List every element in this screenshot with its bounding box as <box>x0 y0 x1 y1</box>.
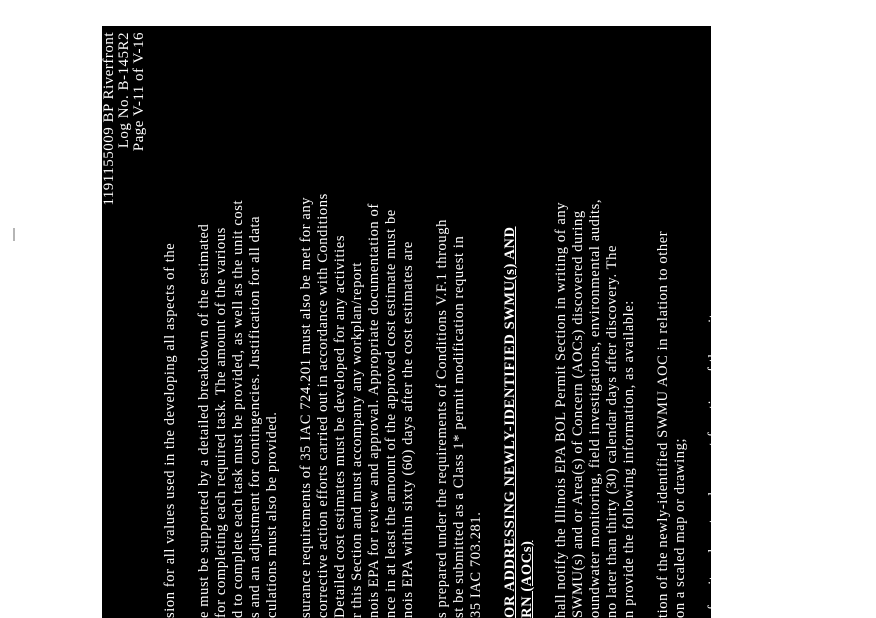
text-line: s and an adjustment for contingencies. Justification for all data <box>247 215 263 618</box>
document-body <box>162 26 876 618</box>
list-item-text: us constituents, that have been or are being managed at the <box>842 241 858 618</box>
text-line: s prepared under the requirements of Conditions V.F.1 through <box>434 219 450 618</box>
list-item-text: ural dimensions, capacities, and structural description of the unit <box>740 203 756 618</box>
text-line: Detailed cost estimates must be developed for any activities <box>332 234 348 618</box>
section-heading: RN (AOCs) <box>519 540 535 618</box>
list-item-text: of unit and past and present function of the unit; <box>706 308 722 618</box>
text-line: st be submitted as a Class 1* permit modification request in <box>451 235 467 618</box>
text-line: sion for all values used in the developing all aspects of the <box>162 242 178 618</box>
text-line: culations must also be provided. <box>264 411 280 618</box>
list-item-text: e drawings and specifications provided); <box>757 358 773 618</box>
text-line: no later than thirty (30) calendar days after discovery. The <box>604 245 620 618</box>
scan-edge-mark <box>13 228 15 241</box>
scanned-page-image <box>101 26 875 618</box>
header-page-line: Page V-11 of V-16 <box>131 32 147 152</box>
text-line: nois EPA within sixty (60) days after the cost estimates are <box>400 241 416 618</box>
section-heading: OR ADDRESSING NEWLY-IDENTIFIED SWMU(s) AND <box>502 226 518 618</box>
text-line: 35 IAC 703.281. <box>468 511 484 618</box>
text-line: oundwater monitoring, field investigations, environmental audits, <box>587 198 603 618</box>
list-item-text: AOC, to the extent available; and <box>859 404 875 618</box>
list-item-text: od during which the unit was operated; <box>791 368 807 618</box>
list-item-text: cifics on all materials, including but not limited to, wastes and <box>825 218 841 618</box>
text-line: surance requirements of 35 IAC 724.201 must also be met for any <box>298 196 314 618</box>
text-line: n provide the following information, as available: <box>621 300 637 618</box>
page-header <box>102 32 147 206</box>
list-item-text: tion of the newly-identified SWMU AOC in relation to other <box>655 230 671 618</box>
rotated-document <box>101 26 875 618</box>
list-item-text: on a scaled map or drawing; <box>672 437 688 618</box>
text-line: hall notify the Illinois EPA BOL Permit Section in writing of any <box>553 201 569 618</box>
text-line: nois EPA for review and approval. Appropriate documentation of <box>366 203 382 618</box>
text-line: for completing each required task. The amount of the various <box>213 227 229 618</box>
text-line: r this Section and must accompany any workplan/report <box>349 262 365 618</box>
text-line: d to complete each task must be provided, as well as the unit cost <box>230 199 246 618</box>
text-line: corrective action efforts carried out in accordance with Conditions <box>315 193 331 618</box>
header-log-line: Log No. B-145R2 <box>116 32 132 149</box>
header-id-line: 1191155009 BP Riverfront <box>101 32 117 206</box>
text-line: SWMU(s) and or Area(s) of Concern (AOCs) discovered during <box>570 210 586 618</box>
text-line: e must be supported by a detailed breakdown of the estimated <box>196 223 212 618</box>
text-line: nce in at least the amount of the approved cost estimate must be <box>383 209 399 618</box>
